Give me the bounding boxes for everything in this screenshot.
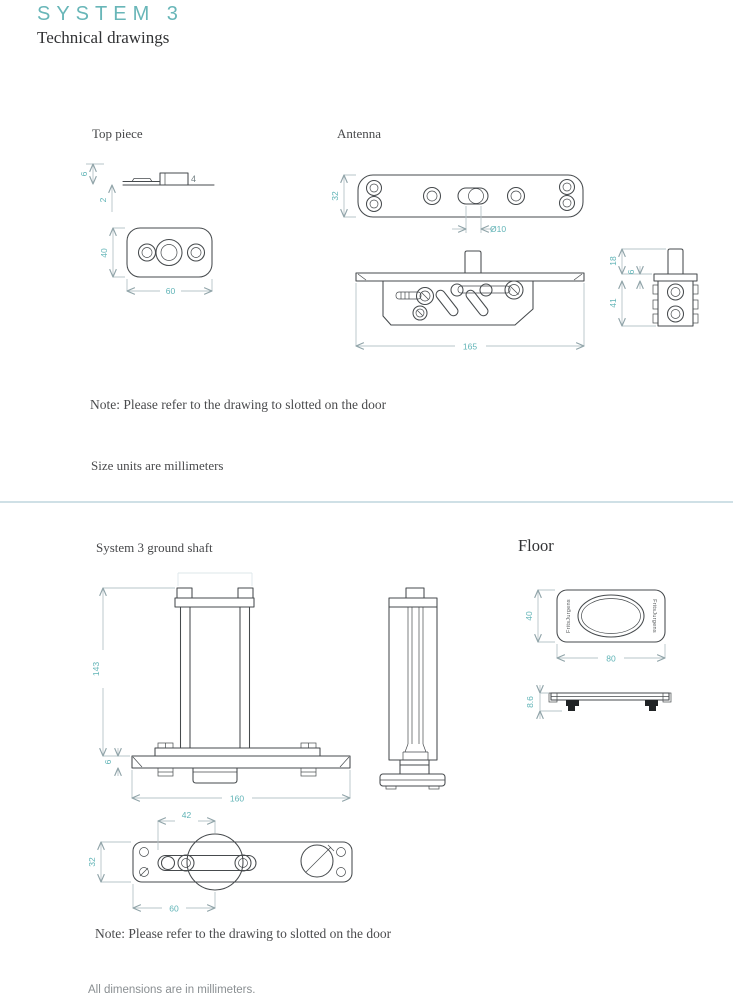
dim-antenna-side-flange: 6 (626, 269, 636, 275)
dim-top-piece-side-height: 6 (79, 171, 89, 177)
dim-floor-plan-height: 40 (524, 611, 534, 621)
dim-bottom-plate-slot-span: 42 (181, 810, 192, 820)
dim-top-piece-side-thickness: 2 (98, 197, 108, 203)
floor-brand-left: FritsJurgens (566, 599, 572, 633)
dim-ground-shaft-base-thickness: 6 (103, 759, 113, 765)
floor-plan-view (524, 590, 665, 664)
ground-shaft-label: System 3 ground shaft (96, 540, 213, 555)
units-top: Size units are millimeters (91, 458, 224, 473)
dim-antenna-plan-height: 32 (330, 191, 340, 201)
antenna-plan-view (330, 175, 583, 234)
antenna-label: Antenna (337, 126, 382, 141)
dim-ground-shaft-height: 143 (91, 661, 101, 677)
bottom-plate-view (87, 810, 352, 914)
floor-brand-right: FritsJurgens (651, 599, 657, 633)
ground-shaft-side-view (380, 588, 445, 789)
antenna-side-view (608, 249, 698, 326)
note-bottom: Note: Please refer to the drawing to slotted on the door (95, 926, 392, 941)
dim-floor-plan-width: 80 (606, 653, 616, 664)
dim-antenna-hole-dia: Ø10 (490, 224, 507, 234)
top-piece-label: Top piece (92, 126, 143, 141)
top-piece-side-view (79, 164, 214, 212)
dim-top-piece-side-tab: 4 (191, 174, 197, 184)
dim-bottom-plate-height: 32 (87, 857, 97, 867)
dim-top-piece-plan-height: 40 (99, 248, 109, 258)
floor-side-view (525, 685, 671, 719)
page-subtitle: Technical drawings (37, 28, 170, 47)
floor-label: Floor (518, 536, 554, 555)
page-title: SYSTEM 3 (37, 3, 184, 25)
units-footer: All dimensions are in millimeters. (88, 984, 256, 996)
dim-antenna-front-width: 165 (462, 341, 478, 352)
dim-bottom-plate-pivot-offset: 60 (169, 903, 179, 914)
antenna-front-view (356, 251, 584, 352)
note-top: Note: Please refer to the drawing to slotted on the door (90, 397, 387, 412)
dim-top-piece-plan-width: 60 (165, 286, 176, 296)
dim-antenna-side-stub: 18 (608, 256, 618, 266)
dim-ground-shaft-base-width: 160 (229, 793, 245, 804)
top-piece-plan-view (99, 228, 212, 296)
dim-floor-side-thickness: 8.6 (525, 696, 535, 708)
dim-antenna-side-body: 41 (608, 298, 618, 308)
ground-shaft-front-view (91, 573, 350, 804)
